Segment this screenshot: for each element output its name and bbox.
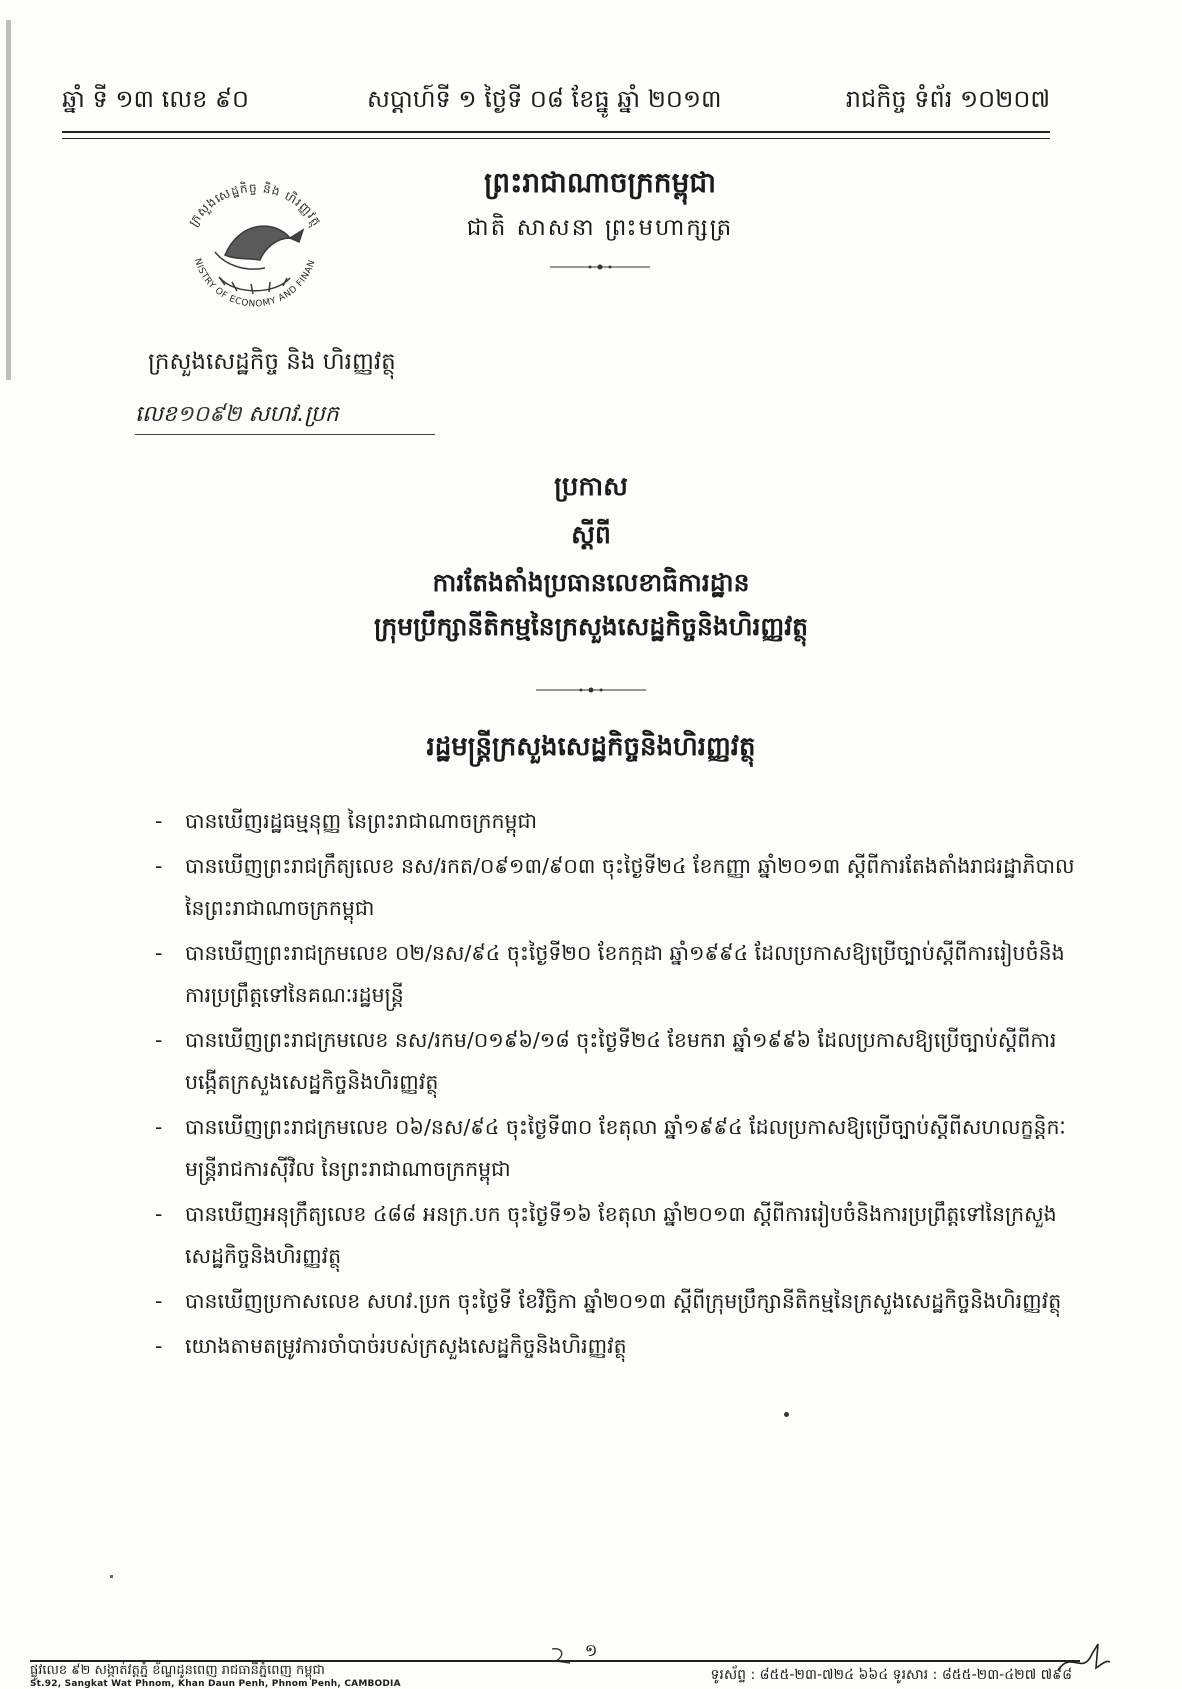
- subject-line-1: ការតែងតាំងប្រធានលេខាធិការដ្ឋាន: [432, 568, 750, 597]
- issuer-title: រដ្ឋមន្ត្រីក្រសួងសេដ្ឋកិច្ចនិងហិរញ្ញវត្ថុ: [426, 732, 756, 762]
- list-item: - យោងតាមតម្រូវការចាំបាច់របស់ក្រសួងសេដ្ឋកិច្ចនិងហិរញ្ញវត្ថុ: [155, 1325, 1075, 1367]
- reference-underline: [135, 434, 435, 435]
- page-number: ១: [584, 1641, 598, 1661]
- initial-signature-icon: [1052, 1640, 1112, 1682]
- list-item: - បានឃើញព្រះរាជក្រមលេខ ០៦/នស/៩៤ ចុះថ្ងៃទី៣០ ខែតុលា ឆ្នាំ១៩៩៤ ដែលប្រកាសឱ្យប្រើច្បាប់ស្តីពីសហលក្ខន្តិកៈមន្ត្រីរាជការស៊ីវិល នៃព្រះរាជាណាចក្រកម្ពុជា: [155, 1106, 1075, 1190]
- footer-address-en: St.92, Sangkat Wat Phnom, Khan Daun Penh, Phnom Penh, CAMBODIA: [30, 1679, 401, 1689]
- list-item: - បានឃើញរដ្ឋធម្មនុញ្ញ នៃព្រះរាជាណាចក្រកម្ពុជា: [155, 800, 1075, 842]
- emblem-ring-top: ក្រសួងសេដ្ឋកិច្ច និង ហិរញ្ញវត្ថុ: [185, 180, 325, 229]
- gazette-header: [62, 84, 1050, 122]
- document-type: ប្រកាស: [554, 472, 628, 502]
- svg-text:ក្រសួងសេដ្ឋកិច្ច និង ហិរញ្ញវត្: [186, 180, 324, 230]
- subject-line-2: ក្រុមប្រឹក្សានីតិកម្មនៃក្រសួងសេដ្ឋកិច្ចនិងហិរញ្ញវត្ថុ: [373, 612, 809, 641]
- gazette-year-issue: ឆ្នាំ ទី ១៣ លេខ ៩០: [62, 85, 249, 113]
- ministry-bird-emblem-icon: [165, 160, 345, 340]
- list-item: - បានឃើញព្រះរាជក្រមលេខ ០២/នស/៩៤ ចុះថ្ងៃទី២០ ខែកក្កដា ឆ្នាំ១៩៩៤ ដែលប្រកាសឱ្យប្រើច្បាប់ស្តីពីការរៀបចំនិងការប្រព្រឹត្តទៅនៃគណៈរដ្ឋមន្ត្រី: [155, 932, 1075, 1016]
- preamble-clauses: [155, 800, 1075, 1370]
- header-rule: [62, 131, 1050, 139]
- reference-label: លេខ: [135, 402, 177, 427]
- footer-contact: ទូរស័ព្ទ : ៨៥៥-២៣-៧២៤ ៦៦៤ ទូរសារ : ៨៥៥-២៣-៤២៧ ៧៩៨: [710, 1667, 1072, 1683]
- list-item: - បានឃើញប្រកាសលេខ សហវ.ប្រក ចុះថ្ងៃទី ខែវិច្ឆិកា ឆ្នាំ២០១៣ ស្តីពីក្រុមប្រឹក្សានីតិកម្មនៃក្រសួងសេដ្ឋកិច្ចនិងហិរញ្ញវត្ថុ: [155, 1280, 1075, 1322]
- kingdom-heading: [420, 165, 780, 276]
- gazette-page: រាជកិច្ច ទំព័រ ១០២០៧: [845, 85, 1050, 113]
- national-motto: ជាតិ សាសនា ព្រះមហាក្សត្រ: [466, 215, 734, 241]
- ministry-emblem: [165, 160, 345, 340]
- scan-dot: [784, 1412, 789, 1417]
- scan-speck: [110, 1575, 113, 1578]
- gazette-date: សប្តាហ៍ទី ១ ថ្ងៃទី ០៨ ខែធ្នូ ឆ្នាំ ២០១៣: [367, 85, 722, 113]
- kingdom-title: ព្រះរាជាណាចក្រកម្ពុជា: [483, 166, 716, 199]
- ornament-divider-icon: [0, 680, 1182, 699]
- list-item: - បានឃើញព្រះរាជក្រមលេខ នស/រកម/០១៩៦/១៨ ចុះថ្ងៃទី២៤ ខែមករា ឆ្នាំ១៩៩៦ ដែលប្រកាសឱ្យប្រើច្បាប់ស្តីពីការបង្កើតក្រសួងសេដ្ឋកិច្ចនិងហិរញ្ញវត្ថុ: [155, 1019, 1075, 1103]
- scan-edge-mark: [6, 20, 11, 380]
- footer-address-kh: ផ្លូវលេខ ៩២ សង្កាត់វត្តភ្នំ ខ័ណ្ឌដូនពេញ រាជធានីភ្នំពេញ កម្ពុជា: [30, 1663, 325, 1678]
- emblem-ring-bottom: NISTRY OF ECONOMY AND FINAN: [191, 257, 318, 310]
- footer-address: [30, 1662, 401, 1689]
- handwritten-mark-icon: [548, 1645, 574, 1667]
- list-item: - បានឃើញអនុក្រឹត្យលេខ ៤៨៨ អនក្រ.បក ចុះថ្ងៃទី១៦ ខែតុលា ឆ្នាំ២០១៣ ស្តីពីការរៀបចំនិងការប្រព្រឹត្តទៅនៃក្រសួងសេដ្ឋកិច្ចនិងហិរញ្ញវត្ថុ: [155, 1193, 1075, 1277]
- reference-number: [135, 400, 435, 435]
- ornament-divider-icon: [420, 257, 780, 276]
- list-item: - បានឃើញព្រះរាជក្រឹត្យលេខ នស/រកត/០៩១៣/៩០៣ ចុះថ្ងៃទី២៤ ខែកញ្ញា ឆ្នាំ២០១៣ ស្តីពីការតែងតាំងរាជរដ្ឋាភិបាល នៃព្រះរាជាណាចក្រកម្ពុជា: [155, 845, 1075, 929]
- reference-handwritten-number: ១០៩២: [176, 402, 242, 427]
- ministry-name: ក្រសួងសេដ្ឋកិច្ច និង ហិរញ្ញវត្ថុ: [148, 349, 396, 375]
- subject-label: ស្តីពី: [571, 520, 611, 549]
- reference-suffix: សហវ.ប្រក: [248, 402, 339, 427]
